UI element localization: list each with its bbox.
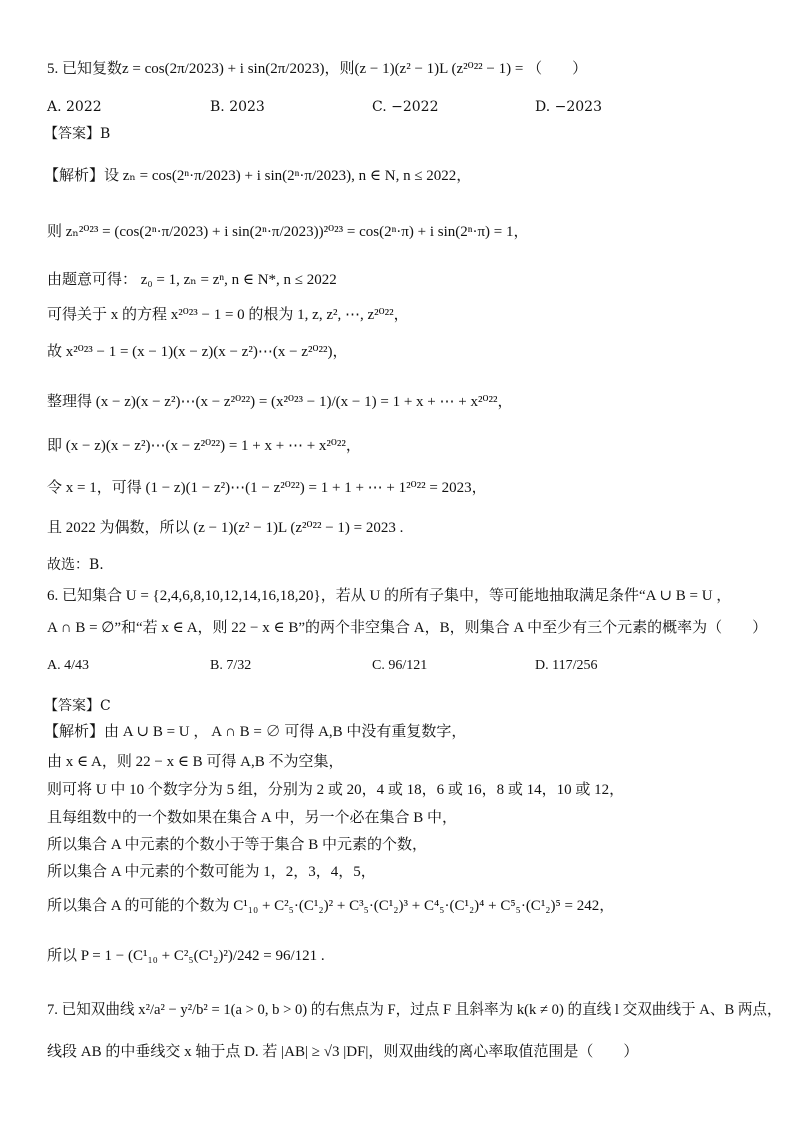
q6-option-c: C. 96/121 [372,658,428,673]
q7-stem-line1: 7. 已知双曲线 x²/a² − y²/b² = 1(a > 0, b > 0) 的右焦点为 F，过点 F 且斜率为 k(k ≠ 0) 的直线 l 交双曲线于 A、B 两点， [47,1002,782,1018]
q6-stem-line1: 6. 已知集合 U = {2,4,6,8,10,12,14,16,18,20}，若从 U 的所有子集中，等可能地抽取满足条件“A ∪ B = U ， [47,588,732,604]
q5-analysis-line: 由题意可得： z₀ = 1, zₙ = zⁿ, n ∈ N*, n ≤ 2022 [47,272,337,288]
q5-analysis-line: 可得关于 x 的方程 x²⁰²³ − 1 = 0 的根为 1, z, z², ⋯, z²⁰²²， [47,307,409,323]
q5-option-d: D. −2023 [535,99,602,115]
q6-analysis-line: 由 x ∈ A，则 22 − x ∈ B 可得 A,B 不为空集， [47,754,344,770]
q6-stem-line2: A ∩ B = ∅”和“若 x ∈ A，则 22 − x ∈ B”的两个非空集合 A，B，则集合 A 中至少有三个元素的概率为（ ） [47,620,768,636]
q5-analysis-line: 整理得 (x − z)(x − z²)⋯(x − z²⁰²²) = (x²⁰²³ − 1)/(x − 1) = 1 + x + ⋯ + x²⁰²²， [47,394,513,410]
q5-stem: 5. 已知复数z = cos(2π/2023) + i sin(2π/2023)，则(z − 1)(z² − 1)L (z²⁰²² − 1) = （ ） [47,61,588,77]
q5-option-c: C. −2022 [372,99,439,115]
q5-conclusion: 故选：B. [47,557,104,573]
q6-analysis-line: 则可将 U 中 10 个数字分为 5 组，分别为 2 或 20，4 或 18，6 或 16，8 或 14，10 或 12， [47,782,625,798]
q6-answer: 【答案】C [44,698,111,714]
q5-answer: 【答案】B [44,126,111,142]
q5-option-b: B. 2023 [210,99,265,115]
q6-option-a: A. 4/43 [47,658,89,673]
q6-analysis-line: 【解析】由 A ∪ B = U ， A ∩ B = ∅ 可得 A,B 中没有重复数字， [44,724,467,740]
q6-analysis-line: 所以集合 A 中元素的个数小于等于集合 B 中元素的个数， [47,837,428,853]
q5-analysis-line: 【解析】设 zₙ = cos(2ⁿ·π/2023) + i sin(2ⁿ·π/2023), n ∈ N, n ≤ 2022， [44,168,472,184]
q5-analysis-line: 令 x = 1，可得 (1 − z)(1 − z²)⋯(1 − z²⁰²²) = 1 + 1 + ⋯ + 1²⁰²² = 2023， [47,480,487,496]
q7-stem-line2: 线段 AB 的中垂线交 x 轴于点 D. 若 |AB| ≥ √3 |DF|，则双曲线的离心率取值范围是（ ） [47,1044,639,1060]
q6-option-d: D. 117/256 [535,658,598,673]
q6-option-b: B. 7/32 [210,658,252,673]
q6-analysis-line: 且每组数中的一个数如果在集合 A 中，另一个必在集合 B 中， [47,810,458,826]
q6-analysis-line: 所以 P = 1 − (C¹₁₀ + C²₅(C¹₂)²)/242 = 96/121 . [47,948,325,964]
q5-analysis-line: 故 x²⁰²³ − 1 = (x − 1)(x − z)(x − z²)⋯(x − z²⁰²²)， [47,344,348,360]
q5-option-a: A. 2022 [47,99,102,115]
q5-analysis-line: 且 2022 为偶数，所以 (z − 1)(z² − 1)L (z²⁰²² − 1) = 2023 . [47,520,404,536]
q5-analysis-line: 即 (x − z)(x − z²)⋯(x − z²⁰²²) = 1 + x + ⋯ + x²⁰²²， [47,438,361,454]
q5-analysis-line: 则 zₙ²⁰²³ = (cos(2ⁿ·π/2023) + i sin(2ⁿ·π/2023))²⁰²³ = cos(2ⁿ·π) + i sin(2ⁿ·π) = 1， [47,224,529,240]
q6-analysis-line: 所以集合 A 中元素的个数可能为 1，2，3，4，5， [47,864,376,880]
q6-analysis-line: 所以集合 A 的可能的个数为 C¹₁₀ + C²₅·(C¹₂)² + C³₅·(C¹₂)³ + C⁴₅·(C¹₂)⁴ + C⁵₅·(C¹₂)⁵ = 242， [47,898,615,914]
